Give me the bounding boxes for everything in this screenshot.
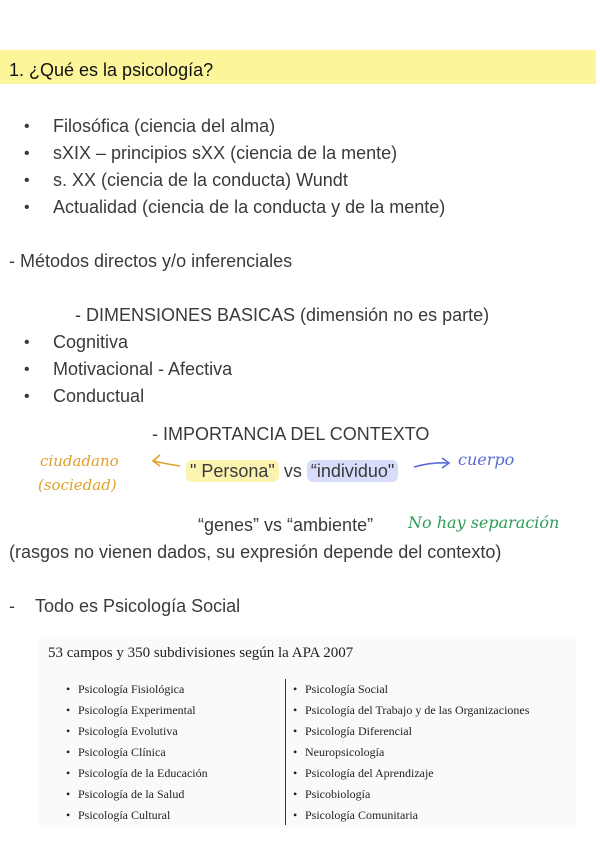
table-right-column (293, 679, 529, 826)
table-item: • Psicología de la Salud (66, 787, 185, 801)
bullet-glyph: • (24, 118, 30, 135)
table-left-column (66, 679, 208, 826)
social-line: Todo es Psicología Social (35, 596, 241, 616)
table-item: • Psicología Experimental (66, 703, 196, 717)
table-item: • Psicología Diferencial (293, 724, 412, 738)
arrow-right-icon (412, 456, 452, 474)
table-item: • Neuropsicología (293, 745, 385, 759)
table-item: • Psicología Fisiológica (66, 682, 185, 696)
column-divider (285, 679, 286, 825)
table-item: • Psicología Evolutiva (66, 724, 178, 738)
vs-text: vs (283, 461, 302, 481)
section-heading: 1. ¿Qué es la psicología? (9, 60, 214, 80)
bullet-glyph: • (24, 145, 30, 162)
note-no-separacion: No hay separación (408, 513, 560, 532)
dimensions-heading: - DIMENSIONES BASICAS (dimensión no es parte) (75, 305, 490, 325)
apa-table (38, 639, 576, 827)
dash-marker: - (9, 596, 15, 616)
table-title: 53 campos y 350 subdivisiones según la APA 2007 (48, 645, 354, 661)
bullet-glyph: • (24, 172, 30, 189)
table-item: • Psicología del Aprendizaje (293, 766, 434, 780)
arrow-left-icon (148, 452, 182, 472)
table-item: • Psicología Clínica (66, 745, 166, 759)
history-bullet-2: sXIX – principios sXX (ciencia de la mente) (53, 143, 398, 163)
note-cuerpo: cuerpo (458, 450, 515, 469)
history-bullet-1: Filosófica (ciencia del alma) (53, 116, 276, 136)
bullet-glyph: • (24, 388, 30, 405)
note-ciudadano: ciudadano (40, 452, 119, 470)
dimension-bullet-3: Conductual (53, 386, 145, 406)
bullet-glyph: • (24, 361, 30, 378)
rasgos-line: (rasgos no vienen dados, su expresión depende del contexto) (9, 542, 502, 562)
methods-line: - Métodos directos y/o inferenciales (9, 251, 293, 271)
dimension-bullet-2: Motivacional - Afectiva (53, 359, 233, 379)
note-sociedad: (sociedad) (38, 476, 117, 494)
table-item: • Psicología Social (293, 682, 388, 696)
table-item: • Psicología de la Educación (66, 766, 208, 780)
history-bullet-3: s. XX (ciencia de la conducta) Wundt (53, 170, 348, 190)
table-item: • Psicología del Trabajo y de las Organizaciones (293, 703, 530, 717)
term-persona: " Persona" (186, 460, 279, 482)
table-item: • Psicología Cultural (66, 808, 171, 822)
dimension-bullet-1: Cognitiva (53, 332, 129, 352)
context-heading: - IMPORTANCIA DEL CONTEXTO (152, 424, 430, 444)
term-individuo: “individuo" (307, 460, 398, 482)
bullet-glyph: • (24, 199, 30, 216)
genes-line: “genes” vs “ambiente” (198, 515, 374, 535)
bullet-glyph: • (24, 334, 30, 351)
table-item: • Psicobiología (293, 787, 371, 801)
table-item: • Psicología Comunitaria (293, 808, 418, 822)
history-bullet-4: Actualidad (ciencia de la conducta y de la mente) (53, 197, 446, 217)
